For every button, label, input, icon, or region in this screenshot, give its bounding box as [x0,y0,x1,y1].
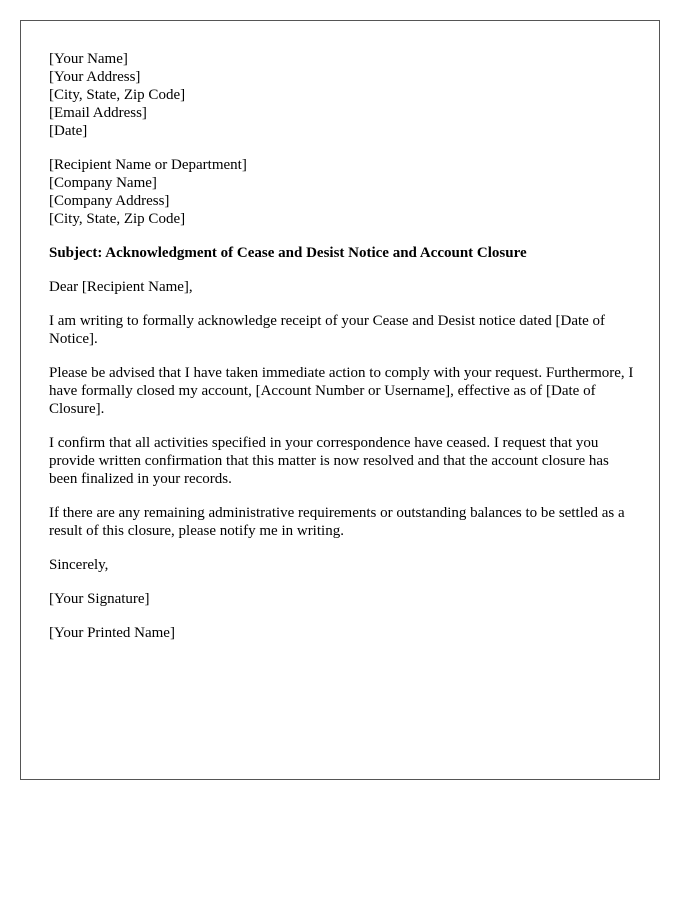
sender-city-state-zip: [City, State, Zip Code] [49,87,186,103]
paragraph-requirements: If there are any remaining administrative requirements or outstanding balances to be settled as a result of this closure, please notify me in writing. [49,505,625,539]
salutation: Dear [Recipient Name], [49,279,193,295]
closing: Sincerely, [49,557,109,573]
paragraph-compliance: Please be advised that I have taken immediate action to comply with your request. Furthermore, I have formally closed my account, [Account Number or Username], effective as of [Date of Closure]. [49,365,634,417]
signature: [Your Signature] [49,591,150,607]
printed-name: [Your Printed Name] [49,625,175,641]
subject-line: Subject: Acknowledgment of Cease and Desist Notice and Account Closure [49,245,527,261]
sender-address: [Your Address] [49,69,141,85]
paragraph-confirmation: I confirm that all activities specified in your correspondence have ceased. I request that you provide written confirmation that this matter is now resolved and that the account closure has been finalized in your records. [49,435,609,487]
sender-block [49,50,639,140]
paragraph-acknowledgment: I am writing to formally acknowledge receipt of your Cease and Desist notice dated [Date of Notice]. [49,313,606,347]
letter-page [20,20,660,780]
sender-name: [Your Name] [49,51,128,67]
letter-body [49,50,639,658]
sender-date: [Date] [49,123,88,139]
recipient-city-state-zip: [City, State, Zip Code] [49,211,186,227]
recipient-company-address: [Company Address] [49,193,170,209]
recipient-block [49,156,639,228]
recipient-company-name: [Company Name] [49,175,157,191]
recipient-name: [Recipient Name or Department] [49,157,247,173]
sender-email: [Email Address] [49,105,147,121]
